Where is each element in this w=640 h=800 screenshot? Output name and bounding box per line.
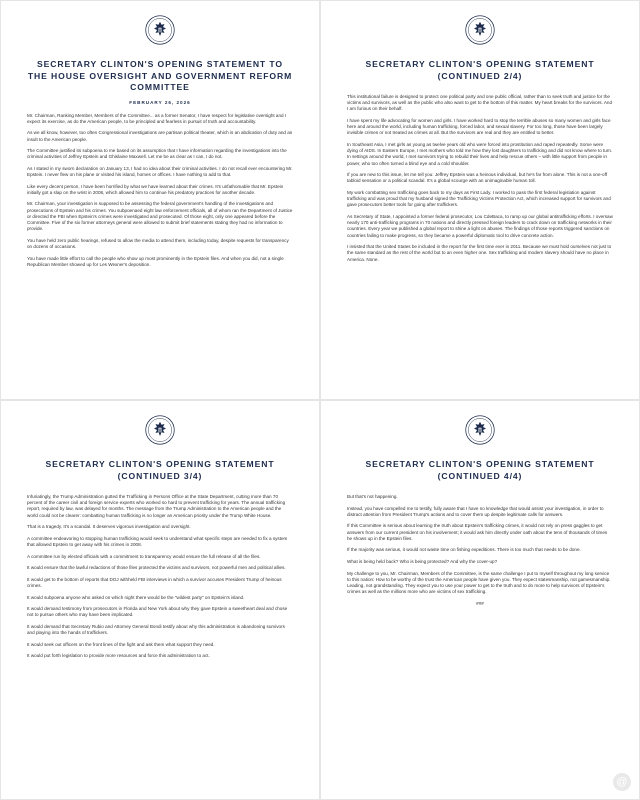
page-title: SECRETARY CLINTON'S OPENING STATEMENT (CONTINUED 4/4) xyxy=(365,459,595,481)
page-title: SECRETARY CLINTON'S OPENING STATEMENT (CONTINUED 2/4) xyxy=(365,59,595,81)
seal-container xyxy=(347,415,613,445)
paragraph: It would put forth legislation to provide more resources and force this administration to act. xyxy=(27,653,210,659)
paragraph: It would subpoena anyone who asked on which night there would be the "wildest party" on Epstein's island. xyxy=(27,594,245,600)
paragraph: It would get to the bottom of reports that DOJ withheld FBI interviews in which a survivor accuses President Trump of heinous crimes. xyxy=(27,576,282,588)
paragraph: If the majority was serious, it would not waste time on fishing expeditions. There is too much that needs to be done. xyxy=(347,547,581,553)
paragraph: It would demand testimony from prosecutors in Florida and New York about why they gave Epstein a sweetheart deal and chose not to pursue others who may have been implicated. xyxy=(27,606,288,618)
paragraph: If this Committee is serious about learning the truth about Epstein's trafficking crimes, it would not rely on press gaggles to get answers from our current president on his involvement; it would ask him directly under oath about the tens of thousands of times he shows up in the Epstein files. xyxy=(347,523,608,541)
paragraph: You have held zero public hearings, refused to allow the media to attend them, including today, despite requests for transparency on dozens of occasions. xyxy=(27,237,289,250)
seal-container xyxy=(27,415,293,445)
paragraph: This institutional failure is designed to protect one political party and one public official, rather than to seek truth and justice for the victims and survivors, as well as the public who also want to get to the bottom of this matter. My heart breaks for the survivors. And I am furious on their behalf. xyxy=(347,94,613,112)
paragraph: What is being held back? Who is being protected? And why the cover-up? xyxy=(347,558,498,564)
seal-container xyxy=(347,15,613,45)
paragraph: It would ensure that the lawful redactions of those files protected the victims and survivors, not powerful men and political allies. xyxy=(27,565,286,571)
page-title: SECRETARY CLINTON'S OPENING STATEMENT (CONTINUED 3/4) xyxy=(45,459,275,481)
paragraph: I have spent my life advocating for women and girls. I have worked hard to stop the terrible abuses so many women and girls face here and around the world, including human trafficking, forced labor, and sexual slavery. For too long, those have been largely invisible crimes or not treated as crimes at all. But the survivors are real and they are entitled to better. xyxy=(347,118,611,136)
us-state-seal-icon xyxy=(145,415,175,445)
statement-body xyxy=(27,494,293,660)
paragraph: As we all know, however, too often Congressional investigations are partisan political theater, which is an abdication of duty and an insult to the American people. xyxy=(27,130,293,142)
paragraph: My work combatting sex trafficking goes back to my days as First Lady. I worked to pass the first federal legislation against trafficking and was proud that my husband signed the Trafficking Victims Protection Act, which increased support for survivors and gave prosecutors better tools for going after traffickers. xyxy=(347,190,611,208)
page-title: SECRETARY CLINTON'S OPENING STATEMENT TO THE HOUSE OVERSIGHT AND GOVERNMENT REFORM COMMITTEE xyxy=(27,59,293,92)
paragraph: I insisted that the United States be included in the report for the first time ever in 2011. Because we must hold ourselves not just to the same standard as the rest of the world but to an even higher one. Sex trafficking and modern slavery should have no place in America. None. xyxy=(347,244,612,262)
paragraph: In Southeast Asia, I met girls as young as twelve years old who were forced into prostitution and raped repeatedly. Some were dying of AIDS. In Eastern Europe, I met mothers who told me how they lost daughters to trafficking and did not know where to turn. In settings around the world, I met survivors trying to rebuild their lives and help rescue others – with little support from people in power, who too often turned a blind eye and a cold shoulder. xyxy=(347,142,613,166)
paragraph: My challenge to you, Mr. Chairman, Members of the Committee, is the same challenge I put to myself throughout my long service to this nation: How to be worthy of the trust the American people have given you. They expect statesmanship, not gamesmanship. Leading, not grandstanding. They expect you to use your power to get to the truth and to do more to help survivors of Epstein's crimes as well as the millions more who are victims of sex trafficking. xyxy=(347,570,611,595)
paragraph: It would seek out officers on the front lines of the fight and ask them what support they need. xyxy=(27,641,215,647)
paragraph: Infuriatingly, the Trump Administration gutted the Trafficking in Persons Office at the State Department, cutting more than 70 percent of the career civil and foreign service experts who worked so hard to prevent trafficking for years. The annual trafficking report, required by law, was delayed for months. The message from the Trump Administration to the American people and the world could not be clearer: combatting human trafficking is no longer an American priority under the Trump White House. xyxy=(27,494,286,518)
paragraph: If you are new to this issue, let me tell you: Jeffrey Epstein was a heinous individual, but he's far from alone. This is not a one-off tabloid sensation or a political scandal. It's a global scourge with an unimaginable human toll. xyxy=(347,172,608,184)
paragraph: A committee run by elected officials with a commitment to transparency would ensure the full release of all the files. xyxy=(27,553,261,559)
paragraph: You have made little effort to call the people who show up most prominently in the Epstein files. And when you did, not a single Republican Member showed up for Les Wexner's deposition. xyxy=(27,255,284,267)
paragraph: It would demand that Secretary Rubio and Attorney General Bondi testify about why this administration is abandoning survivors and playing into the hands of traffickers. xyxy=(27,623,285,636)
statement-page-2 xyxy=(320,0,640,400)
paragraph: The Committee justified its subpoena to me based on its assumption that I have information regarding the investigations into the criminal activities of Jeffrey Epstein and Ghislaine Maxwell. Let me be as clear as I can, I do not. xyxy=(27,148,287,160)
end-mark: ### xyxy=(476,600,484,606)
paragraph: As Secretary of State, I appointed a former federal prosecutor, Lou CdeBaca, to ramp up our global antitrafficking efforts. I oversaw nearly 170 anti-trafficking programs in 70 nations and directly pressed foreign leaders to crack down on trafficking networks in their countries. Every year we published a global report to shine a light on abuses. The findings of those reports triggered sanctions on countries failing to make progress, so they became a powerful diplomatic tool to drive concrete action. xyxy=(347,214,613,238)
statement-page-4 xyxy=(320,400,640,800)
statement-body xyxy=(347,494,613,607)
statement-body xyxy=(27,113,293,269)
paragraph: As I stated in my sworn declaration on January 13, I had no idea about their criminal activities. I do not recall ever encountering Mr. Epstein. I never flew on his plane or visited his island, homes or offices. I have nothing to add to that. xyxy=(27,165,293,178)
us-state-seal-icon xyxy=(465,415,495,445)
seal-container xyxy=(27,15,293,45)
statement-page-1 xyxy=(0,0,320,400)
statement-page-3 xyxy=(0,400,320,800)
paragraph: Like every decent person, I have been horrified by what we have learned about their crimes. It's unfathomable that Mr. Epstein initially got a slap on the wrist in 2008, which allowed him to continue his predatory practices for another decade. xyxy=(27,183,284,195)
paragraph: A committee endeavoring to stopping human trafficking would seek to understand what specific steps are needed to fix a system that allowed Epstein to get away with his crimes in 2008. xyxy=(27,535,288,547)
us-state-seal-icon xyxy=(465,15,495,45)
us-state-seal-icon xyxy=(145,15,175,45)
statement-body xyxy=(347,94,613,263)
paragraph: But that's not happening. xyxy=(347,494,398,499)
paragraph: Instead, you have compelled me to testify, fully aware that I have no knowledge that would assist your investigation, in order to distract attention from President Trump's actions and to cover them up despite legitimate calls for answers. xyxy=(347,505,604,517)
paragraph: Mr. Chairman, Ranking Member, Members of the Committee... as a former Senator, I have respect for legislative oversight and I expect its exercise, as do the American people, to be principled and fearless in pursuit of truth and accountability. xyxy=(27,112,287,124)
paragraph: That is a tragedy. It's a scandal. It deserves vigorous investigation and oversight. xyxy=(27,524,191,530)
statement-date: FEBRUARY 26, 2026 xyxy=(129,99,191,105)
paragraph: Mr. Chairman, your investigation is supposed to be assessing the federal government's handling of the investigations and prosecutions of Epstein and his crimes. You subpoenaed eight law enforcement officials, all of whom ran the Department of Justice or directed the FBI when Epstein's crimes were investigated and prosecuted. Of those eight, only one appeared before the Committee. Five of the six former attorneys general were allowed to submit brief statements stating they had no information to provide. xyxy=(27,201,293,232)
threads-logo-icon: @ xyxy=(613,773,631,791)
